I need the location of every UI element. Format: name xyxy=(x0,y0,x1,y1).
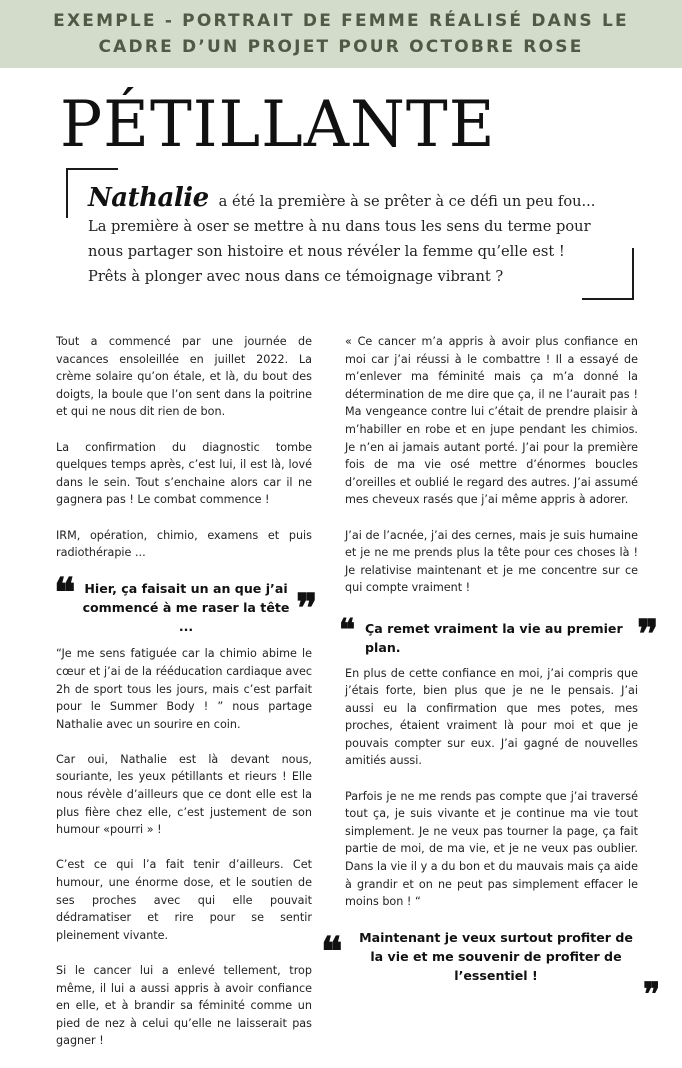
left-column xyxy=(54,333,318,1068)
banner-line-2: CADRE D’UN PROJET POUR OCTOBRE ROSE xyxy=(98,37,584,57)
left-paragraph-5: Car oui, Nathalie est là devant nous, souriante, les yeux pétillants et rieurs ! Elle nous révèle d’ailleurs que ce dont elle est la plus fière chez elle, c’est justement de son humour «pourri » ! xyxy=(56,752,312,837)
banner-line-1: EXEMPLE - PORTRAIT DE FEMME RÉALISÉ DANS LE xyxy=(53,11,629,31)
pull-quote-3 xyxy=(321,928,661,1014)
pull-quote-1-text: Hier, ça faisait un an que j’ai commencé à me raser la tête ... xyxy=(82,581,290,635)
intro-line-4: Prêts à plonger avec nous dans ce témoignage vibrant ? xyxy=(88,268,504,285)
intro-first-line xyxy=(88,183,628,214)
quote-close-icon: ❞ xyxy=(643,975,661,1014)
pull-quote-3-text: Maintenant je veux surtout profiter de la vie et me souvenir de profiter de l’essentiel ! xyxy=(359,930,633,984)
quote-close-icon: ❞ xyxy=(296,585,318,633)
intro-block xyxy=(88,183,628,289)
pull-quote-2-text: Ça remet vraiment la vie au premier plan. xyxy=(365,620,623,655)
right-column xyxy=(321,333,661,1014)
intro-line-1: a été la première à se prêter à ce défi un peu fou... xyxy=(218,193,596,210)
frame-corner-bottom-right-horizontal xyxy=(582,298,634,300)
frame-corner-top-left xyxy=(66,168,68,218)
intro-name: Nathalie xyxy=(88,183,209,213)
page-title: PÉTILLANTE xyxy=(60,88,496,162)
intro-line-3: nous partager son histoire et nous révéler la femme qu’elle est ! xyxy=(88,243,565,260)
left-paragraph-6: C’est ce qui l’a fait tenir d’ailleurs. Cet humour, une énorme dose, et le soutien de ses proches avec qui elle pouvait dédramatiser et rire pour se sentir pleinement vivante. xyxy=(56,858,312,942)
left-paragraph-2: La confirmation du diagnostic tombe quelques temps après, c’est lui, il est là, lové dans le sein. Tout s’enchaine alors car il ne gagnera pas ! Le combat commence ! xyxy=(56,440,312,507)
frame-corner-bottom-right xyxy=(632,248,634,300)
quote-open-icon: ❝ xyxy=(321,928,343,976)
right-paragraph-2: J’ai de l’acnée, j’ai des cernes, mais je suis humaine et je ne me prends plus la tête pour ces choses là ! Je relativise maintenant et je me concentre sur ce qui compte vraiment ! xyxy=(345,528,638,595)
left-paragraph-1: Tout a commencé par une journée de vacances ensoleillée en juillet 2022. La crème solaire qu’on étale, et là, du bout des doigts, la boule que l’on sent dans la poitrine et qui ne nous dit rien de bon. xyxy=(56,335,312,419)
quote-open-icon: ❝ xyxy=(54,569,76,617)
frame-corner-top-left-horizontal xyxy=(66,168,118,170)
pull-quote-2 xyxy=(339,610,659,658)
quote-open-icon: ❝ xyxy=(339,612,356,648)
left-paragraph-3: IRM, opération, chimio, examens et puis radiothérapie ... xyxy=(56,528,312,560)
right-paragraph-3: En plus de cette confiance en moi, j’ai compris que j’étais forte, bien plus que je ne le pensais. J’ai aussi eu la confirmation que mes potes, mes proches, étaient vraiment là pour moi et que je pouvais compter sur eux. J’ai gagné de nouvelles amitiés aussi. xyxy=(345,666,638,768)
right-paragraph-4: Parfois je ne me rends pas compte que j’ai traversé tout ça, je suis vivante et je continue ma vie tout simplement. Je ne veux pas tourner la page, ça fait partie de moi, de ma vie, et je ne veux pas oublier. Dans la vie il y a du bon et du mauvais mais ça aide à grandir et on ne peut pas simplement effacer le moins bon ! “ xyxy=(345,789,638,909)
quote-close-icon: ❞ xyxy=(637,610,659,658)
right-paragraph-1: « Ce cancer m’a appris à avoir plus confiance en moi car j’ai réussi à le combattre ! Il a essayé de m’enlever ma féminité mais ça m’a donné la détermination de me dire que ça, il ne l’aurait pas ! Ma vengeance contre lui c’était de prendre plaisir à m’habiller en robe et en jupe pendant les chimios. Je n’en ai jamais autant porté. J’ai pour la première fois de ma vie osé mettre d’énormes boucles d’oreilles et oublié le regard des autres. J’ai assumé mes cheveux rasés que j’ai même appris à adorer. xyxy=(345,335,638,507)
pull-quote-1 xyxy=(54,569,318,635)
header-banner xyxy=(0,0,682,68)
left-paragraph-4: “Je me sens fatiguée car la chimio abime le cœur et j’ai de la rééducation cardiaque avec 2h de sport tous les jours, mais c’est parfait pour le Summer Body ! ” nous partage Nathalie avec un sourire en coin. xyxy=(56,647,312,731)
intro-line-2: La première à oser se mettre à nu dans tous les sens du terme pour xyxy=(88,218,591,235)
left-paragraph-7: Si le cancer lui a enlevé tellement, trop même, il lui a aussi appris à avoir confiance en elle, et à brandir sa féminité comme un pied de nez à celui qu’elle ne laisserait pas gagner ! xyxy=(56,964,312,1048)
